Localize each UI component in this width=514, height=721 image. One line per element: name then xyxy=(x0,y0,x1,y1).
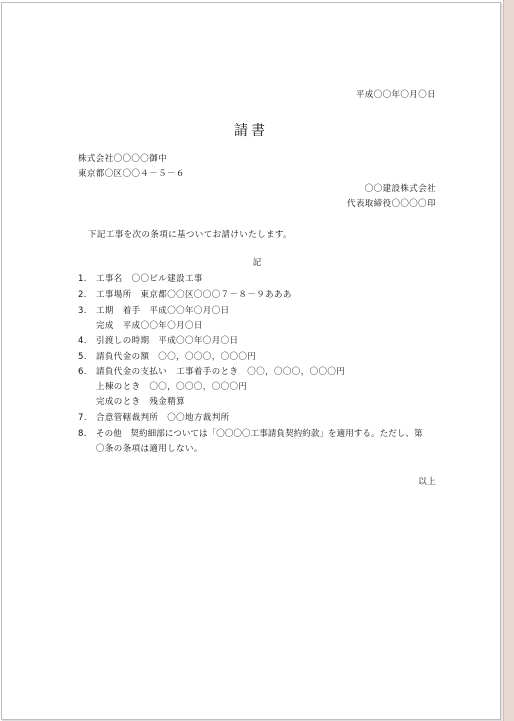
ki-heading: 記 xyxy=(252,258,262,268)
list-item: 請負代金の額 〇〇，〇〇〇，〇〇〇円 xyxy=(96,352,257,362)
contractor-representative: 代表取締役〇〇〇〇印 xyxy=(346,199,436,209)
list-item: 引渡しの時期 平成〇〇年〇月〇日 xyxy=(96,336,239,346)
viewer-edge-strip xyxy=(503,0,514,721)
list-item-num: 1. xyxy=(78,274,87,284)
addressee-address: 東京都〇区〇〇４－５－６ xyxy=(78,169,185,179)
document-date: 平成〇〇年〇月〇日 xyxy=(355,90,436,100)
list-item: 合意管轄裁判所 〇〇地方裁判所 xyxy=(96,413,230,423)
list-item: 工事名 〇〇ビル建設工事 xyxy=(96,274,203,284)
list-item: 請負代金の支払い 工事着手のとき 〇〇，〇〇〇，〇〇〇円 xyxy=(96,367,346,377)
contractor-company: 〇〇建設株式会社 xyxy=(364,184,436,194)
list-item-num: 4. xyxy=(78,336,87,346)
list-item: 上棟のとき 〇〇，〇〇〇，〇〇〇円 xyxy=(96,382,248,392)
list-item: 〇条の条項は適用しない。 xyxy=(96,444,203,454)
document-title: 請書 xyxy=(234,123,268,139)
addressee: 株式会社〇〇〇〇御中 xyxy=(78,154,168,164)
list-item-num: 7. xyxy=(78,413,87,423)
list-item: その他 契約細部については「〇〇〇〇工事請負契約約款」を適用する。ただし、第 xyxy=(96,429,423,439)
list-item: 完成のとき 残金精算 xyxy=(96,397,186,407)
closing-text: 以上 xyxy=(418,477,436,487)
list-item: 工期 着手 平成〇〇年〇月〇日 xyxy=(96,306,230,316)
document-page xyxy=(1,2,501,720)
intro-text: 下記工事を次の条項に基ついてお請けいたします。 xyxy=(88,230,293,240)
list-item: 工事場所 東京都〇〇区〇〇〇７－８－９あああ xyxy=(96,290,292,300)
list-item-num: 8. xyxy=(78,429,87,439)
list-item-num: 2. xyxy=(78,290,87,300)
list-item-num: 5. xyxy=(78,352,87,362)
list-item: 完成 平成〇〇年〇月〇日 xyxy=(96,321,203,331)
list-item-num: 6. xyxy=(78,367,87,377)
list-item-num: 3. xyxy=(78,306,87,316)
